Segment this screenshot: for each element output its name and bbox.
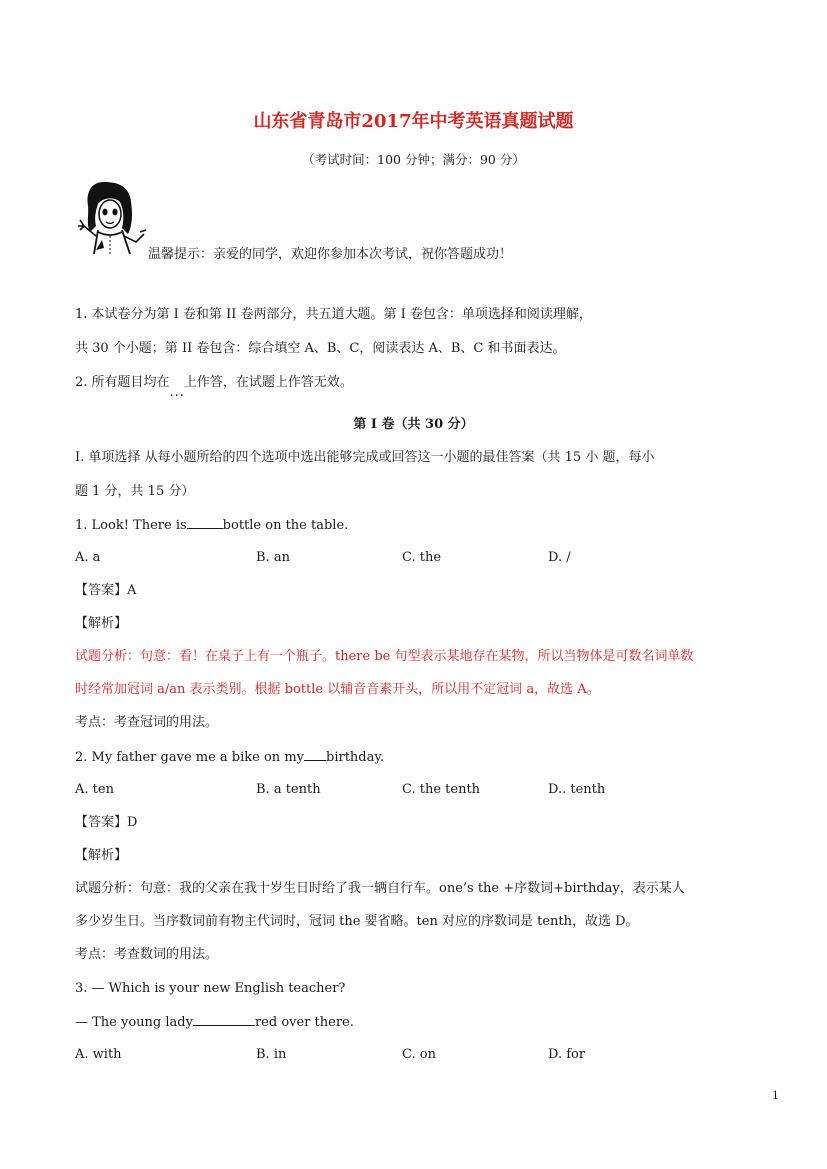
question-2-stem-start: 2. My father gave me a bike on my: [75, 750, 304, 765]
q1-option-d: D. /: [548, 550, 571, 565]
question-1-stem-start: 1. Look! There is: [75, 518, 187, 533]
q3-option-a: A. with: [75, 1047, 122, 1062]
section-intro-line-1: I. 单项选择 从每小题所给的四个选项中选出能够完成或回答这一小题的最佳答案（共 15 小 题，每小: [75, 450, 655, 465]
exam-time-info: （考试时间：100 分钟；满分：90 分）: [302, 152, 525, 167]
question-3-line-2-start: — The young lady: [75, 1015, 193, 1030]
q2-point: 考点：考查数词的用法。: [75, 947, 219, 962]
section-intro-line-2: 题 1 分，共 15 分）: [75, 484, 195, 499]
question-3-line-2: [75, 1013, 354, 1032]
emphasis-dots: [170, 375, 184, 390]
instruction-line-2: 共 30 个小题；第 II 卷包含：综合填空 A、B、C，阅读表达 A、B、C 和书面表达。: [75, 341, 566, 356]
q2-option-b: B. a tenth: [256, 782, 321, 797]
question-2-stem: [75, 748, 384, 767]
q1-option-a: A. a: [75, 550, 101, 565]
q1-analysis-line-1: 试题分析：句意：看！在桌子上有一个瓶子。there be 句型表示某地存在某物，所以当物体是可数名词单数: [75, 649, 694, 664]
q1-analysis-line-2: 时经常加冠词 a/an 表示类别。根据 bottle 以辅音音素开头，所以用不定冠词 a，故选 A。: [75, 682, 600, 697]
answer-blank: [187, 516, 223, 529]
question-1-stem: [75, 516, 348, 535]
section-title: 第 I 卷（共 30 分）: [353, 417, 474, 432]
q1-option-c: C. the: [402, 550, 442, 565]
question-2-stem-end: birthday.: [326, 750, 385, 765]
answer-blank: [304, 748, 326, 761]
q2-analysis-label: 【解析】: [75, 848, 128, 863]
q2-answer: 【答案】D: [75, 815, 138, 830]
question-3-line-1: 3. — Which is your new English teacher?: [75, 981, 346, 996]
question-1-stem-end: bottle on the table.: [222, 518, 349, 533]
q2-option-c: C. the tenth: [402, 782, 481, 797]
page-title: 山东省青岛市2017年中考英语真题试题: [253, 111, 574, 132]
page-number: 1: [772, 1089, 779, 1102]
q1-option-b: B. an: [256, 550, 290, 565]
answer-blank: [193, 1013, 255, 1026]
instruction-line-3-start: 2. 所有题目均在: [75, 375, 170, 390]
q2-option-d: D.. tenth: [548, 782, 606, 797]
q3-option-b: B. in: [256, 1047, 287, 1062]
question-3-line-2-end: red over there.: [254, 1015, 354, 1030]
q3-option-c: C. on: [402, 1047, 436, 1062]
cartoon-girl-icon: [74, 176, 150, 256]
q1-point: 考点：考查冠词的用法。: [75, 715, 219, 730]
q1-answer: 【答案】A: [75, 583, 137, 598]
q2-option-a: A. ten: [75, 782, 114, 797]
instruction-line-3: [75, 374, 353, 392]
greeting-text: 温馨提示：亲爱的同学，欢迎你参加本次考试，祝你答题成功！: [148, 247, 513, 262]
q2-analysis-line-1: 试题分析：句意：我的父亲在我十岁生日时给了我一辆自行车。one’s the +序数词+birthday，表示某人: [75, 881, 685, 896]
q2-analysis-line-2: 多少岁生日。当序数词前有物主代词时，冠词 the 要省略。ten 对应的序数词是 tenth，故选 D。: [75, 914, 639, 929]
q3-option-d: D. for: [548, 1047, 586, 1062]
q1-analysis-label: 【解析】: [75, 616, 128, 631]
instruction-line-3-end: 上作答，在试题上作答无效。: [183, 375, 353, 390]
instruction-line-1: 1. 本试卷分为第 I 卷和第 II 卷两部分，共五道大题。第 I 卷包含：单项选择和阅读理解，: [75, 307, 592, 322]
